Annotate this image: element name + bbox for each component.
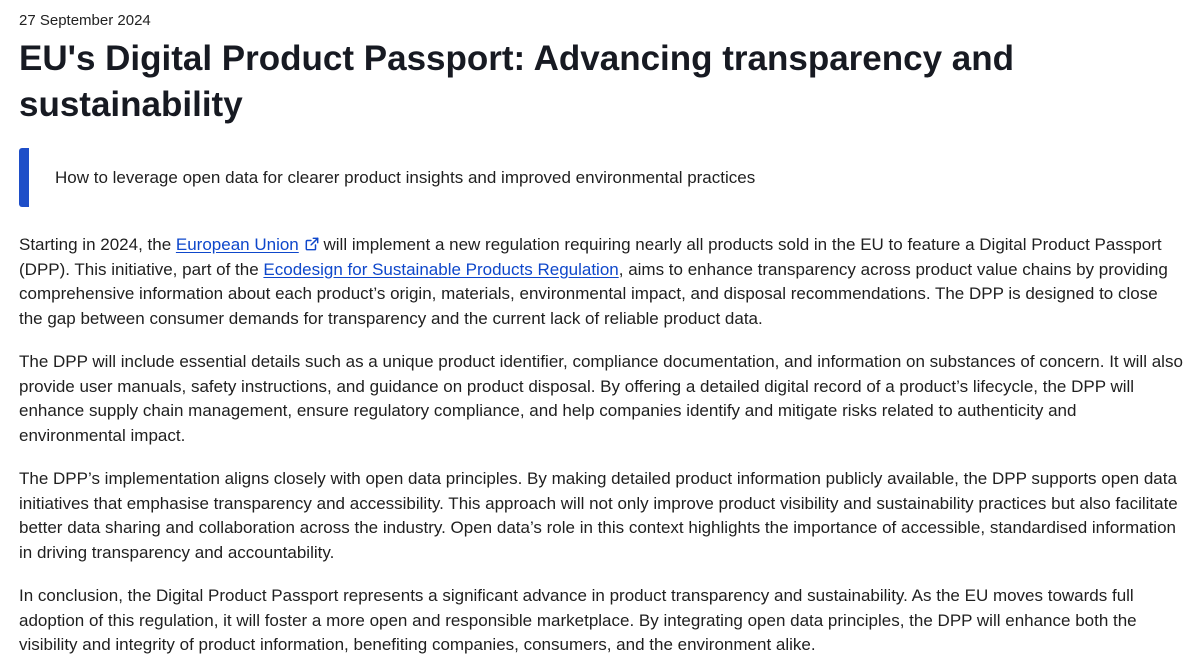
article-body	[19, 233, 1181, 658]
european-union-link[interactable]: European Union	[175, 235, 299, 254]
paragraph-1-text-middle: will implement a new regulation requiring nearly all products sold in the EU to feature a Digital Product Passport (DPP). This initiative, part of the	[19, 235, 1162, 279]
summary-accent-bar	[19, 148, 29, 207]
paragraph-3: The DPP’s implementation aligns closely with open data principles. By making detailed product information publicly available, the DPP supports open data initiatives that emphasise transparency and accessibility. This approach will not only improve product visibility and sustainability practices but also facilitate better data sharing and collaboration across the industry. Open data’s role in this context highlights the importance of accessible, standardised information in driving transparency and accountability.	[19, 469, 1178, 562]
summary-text: How to leverage open data for clearer product insights and improved environmental practices	[55, 167, 756, 187]
paragraph-1-text-end: , aims to enhance transparency across product value chains by providing comprehensive information about each product’s origin, materials, environmental impact, and disposal recommendations. The DPP is designed to close the gap between consumer demands for transparency and the current lack of reliable product data.	[19, 259, 1168, 328]
article-summary-callout	[19, 148, 1181, 207]
ecodesign-regulation-link[interactable]: Ecodesign for Sustainable Products Regulation	[263, 259, 619, 279]
page-title: EU's Digital Product Passport: Advancing transparency and sustainability	[19, 39, 1015, 124]
publication-date: 27 September 2024	[19, 12, 151, 29]
paragraph-2: The DPP will include essential details such as a unique product identifier, compliance documentation, and information on substances of concern. It will also provide user manuals, safety instructions, and guidance on product disposal. By offering a detailed digital record of a product’s lifecycle, the DPP will enhance supply chain management, ensure regulatory compliance, and help companies identify and mitigate risks related to authenticity and environmental impact.	[19, 352, 1183, 445]
paragraph-4: In conclusion, the Digital Product Passport represents a significant advance in product transparency and sustainability. As the EU moves towards full adoption of this regulation, it will foster a more open and responsible marketplace. By integrating open data principles, the DPP will enhance both the visibility and integrity of product information, benefiting companies, consumers, and the environment alike.	[19, 586, 1137, 654]
paragraph-1	[19, 233, 1184, 331]
paragraph-1-text-start: Starting in 2024, the	[19, 235, 176, 254]
external-link-icon[interactable]	[305, 237, 319, 251]
